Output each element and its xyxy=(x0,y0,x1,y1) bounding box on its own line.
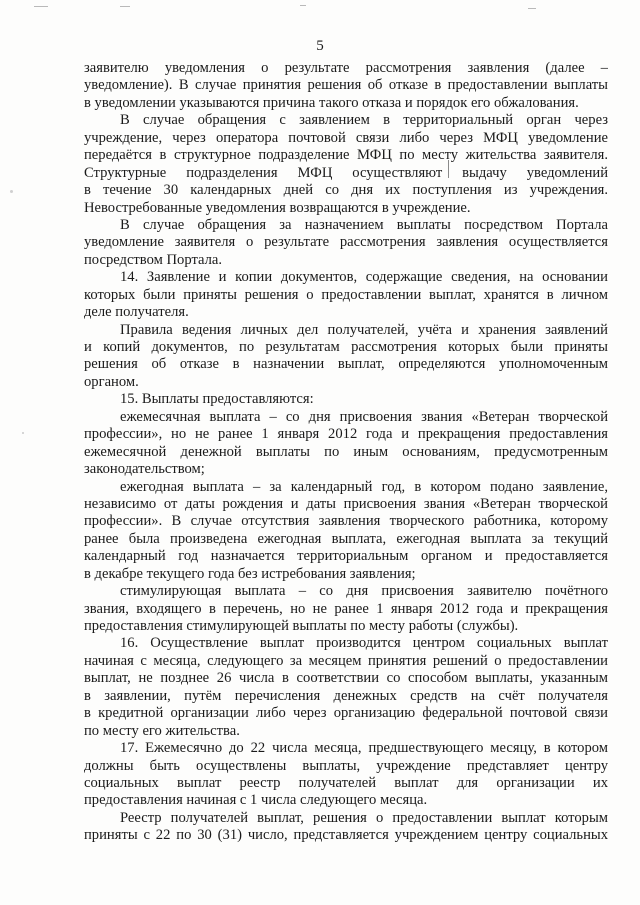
text-line: посредством Портала. xyxy=(84,251,223,268)
text-line: Невостребованные уведомления возвращаются в учреждение. xyxy=(84,199,471,216)
text-line: социальных выплат реестр получателей выплат для организации их xyxy=(84,774,608,791)
text-line: профессии». В случае отсутствия заявления творческого работника, которому xyxy=(84,513,608,530)
text-line: ежегодная выплата – за календарный год, в котором подано заявление, xyxy=(120,478,608,495)
text-line: Реестр получателей выплат, решения о предоставлении выплат которым xyxy=(120,809,608,826)
text-line: уведомление заявителя о результате рассмотрения заявления осуществляется xyxy=(84,234,608,251)
text-line: В случае обращения с заявлением в территориальный орган через xyxy=(120,112,608,129)
text-line: в заявлении, путём перечисления денежных средств на счёт получателя xyxy=(84,687,608,704)
text-line: профессии», но не ранее 1 января 2012 года и прекращения предоставления xyxy=(84,426,608,443)
text-line: должны быть осуществлены выплаты, учреждение представляет центру xyxy=(84,757,608,774)
text-line: ранее была произведена ежегодная выплата, ежегодная выплата за текущий xyxy=(84,530,608,547)
scan-artifact xyxy=(22,432,24,434)
text-line: в декабре текущего года без истребования заявления; xyxy=(84,565,416,582)
text-line: законодательством; xyxy=(84,461,205,478)
text-line: Структурные подразделения МФЦ осуществляют выдачу уведомлений xyxy=(84,164,608,181)
text-line: деле получателя. xyxy=(84,304,189,321)
text-line: предоставления стимулирующей выплаты по месту работы (службы). xyxy=(84,618,519,634)
text-line: 15. Выплаты предоставляются: xyxy=(120,391,314,408)
text-line: стимулирующая выплата – со дня присвоения заявителю почётного xyxy=(120,583,608,600)
text-line: и копий документов, по результатам рассмотрения которых были приняты xyxy=(84,339,608,355)
text-line: независимо от даты рождения и даты присвоения звания «Ветеран творческой xyxy=(84,495,608,512)
text-line: 17. Ежемесячно до 22 числа месяца, предшествующего месяцу, в котором xyxy=(120,740,608,757)
page-number: 5 xyxy=(316,38,324,54)
text-line: решения об отказе в назначении выплат, определяются уполномоченным xyxy=(84,356,608,373)
document-body xyxy=(84,60,608,845)
text-line: которых были приняты решения о предоставлении выплат, хранятся в личном xyxy=(84,286,608,303)
text-line: в кредитной организации либо через организацию федеральной почтовой связи xyxy=(84,705,608,722)
text-line: ежемесячной денежной выплаты по иным основаниям, предусмотренным xyxy=(84,443,608,460)
text-line: календарный год назначается территориальным органом и предоставляется xyxy=(84,548,608,565)
scan-artifact xyxy=(528,8,536,9)
text-line: 16. Осуществление выплат производится центром социальных выплат xyxy=(120,635,608,652)
scan-artifact xyxy=(120,6,130,7)
text-line: звания, входящего в перечень, но не ранее 1 января 2012 года и прекращения xyxy=(84,600,608,617)
text-line: приняты с 22 по 30 (31) число, представляется учреждением центру социальных xyxy=(84,827,608,844)
text-line: В случае обращения за назначением выплаты посредством Портала xyxy=(120,216,608,233)
text-line: Правила ведения личных дел получателей, учёта и хранения заявлений xyxy=(120,321,608,338)
scan-artifact xyxy=(300,5,306,6)
text-line: передаётся в структурное подразделение МФЦ по месту жительства заявителя. xyxy=(84,147,608,164)
text-line: уведомление). В случае принятия решения об отказе в предоставлении выплаты xyxy=(84,77,608,94)
text-line: учреждение, через оператора почтовой связи либо через МФЦ уведомление xyxy=(84,129,608,146)
text-line: ежемесячная выплата – со дня присвоения звания «Ветеран творческой xyxy=(120,408,608,425)
scan-artifact xyxy=(10,190,13,193)
text-line: 14. Заявление и копии документов, содержащие сведения, на основании xyxy=(120,269,608,286)
text-line: органом. xyxy=(84,373,139,390)
text-line: в уведомлении указываются причина такого отказа и порядок его обжалования. xyxy=(84,94,579,111)
text-line: в течение 30 календарных дней со дня их поступления из учреждения. xyxy=(84,182,608,199)
text-line: заявителю уведомления о результате рассмотрения заявления (далее – xyxy=(84,60,608,76)
text-line: по месту его жительства. xyxy=(84,722,240,739)
text-line: предоставления начиная с 1 числа следующего месяца. xyxy=(84,792,428,809)
scan-artifact xyxy=(34,6,48,7)
text-line: выплат, не позднее 26 числа в соответствии со способом выплаты, указанным xyxy=(84,670,608,687)
text-line: начиная с месяца, следующего за месяцем принятия решений о предоставлении xyxy=(84,652,608,669)
